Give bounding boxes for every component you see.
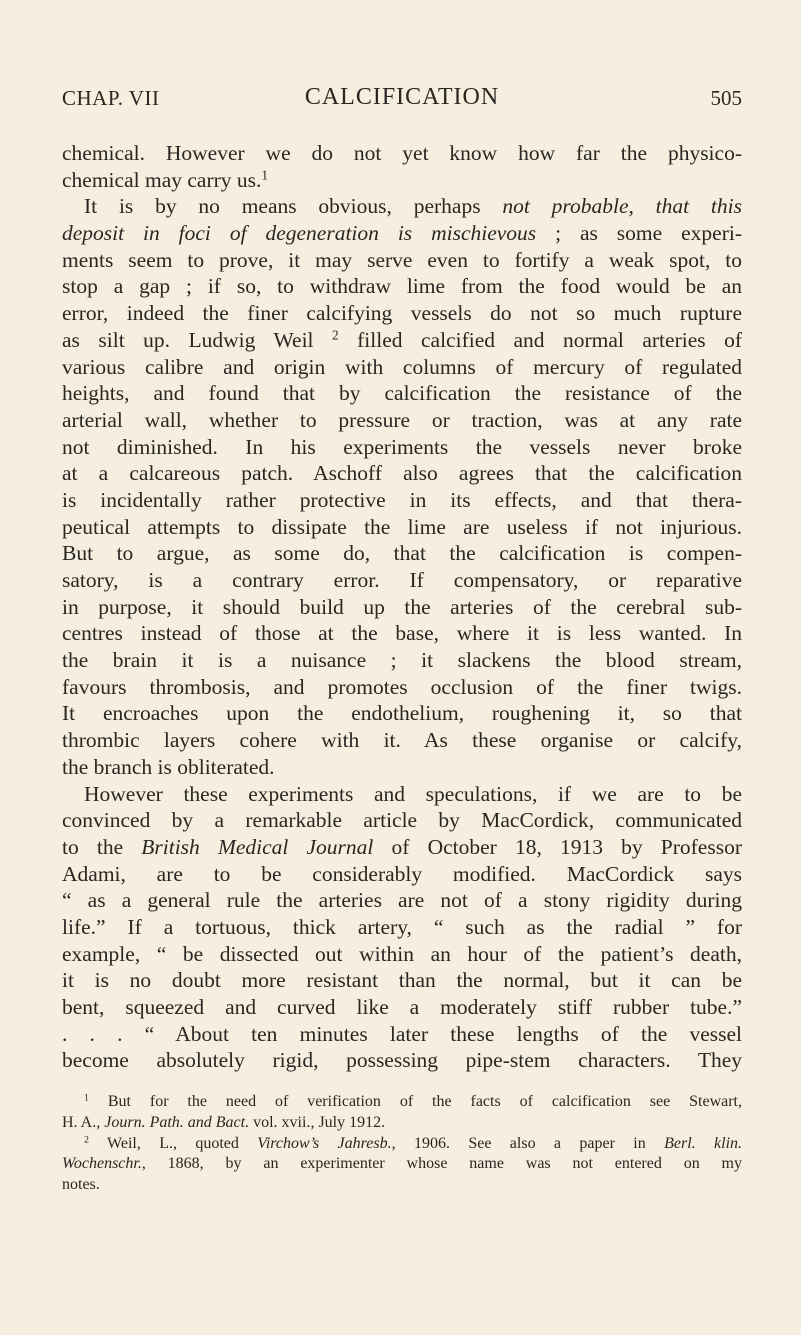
- italic-text: Berl. klin.: [664, 1134, 743, 1152]
- text-line: [62, 220, 742, 247]
- text-line: [62, 300, 742, 327]
- text-run: “ as a general rule the arteries are not of a stony rigidity during: [62, 888, 742, 913]
- text-line: [62, 967, 742, 994]
- text-run: heights, and found that by calcification the resistance of the: [62, 381, 742, 406]
- text-line: [62, 1021, 742, 1048]
- running-header: [62, 84, 742, 114]
- text-line: [62, 487, 742, 514]
- text-line: [62, 914, 742, 941]
- text-run: life.” If a tortuous, thick artery, “ such as the radial ” for: [62, 914, 742, 939]
- text-line: [62, 700, 742, 727]
- page-number: 505: [710, 86, 742, 110]
- page-title: CALCIFICATION: [304, 84, 500, 110]
- text-run: It is by no means obvious, perhaps: [84, 194, 503, 219]
- text-run: example, “ be dissected out within an hour of the patient’s death,: [62, 941, 742, 966]
- text-run: satory, is a contrary error. If compensatory, or reparative: [62, 568, 742, 592]
- chapter-label: CHAP. VII: [62, 86, 160, 110]
- text-run: in purpose, it should build up the arteries of the cerebral sub-: [62, 594, 742, 619]
- text-line: [62, 647, 742, 674]
- text-line: [62, 540, 742, 567]
- text-line: [62, 1047, 742, 1074]
- text-line: [62, 781, 742, 808]
- text-run: It encroaches upon the endothelium, roughening it, so that: [62, 701, 742, 726]
- text-line: [62, 247, 742, 274]
- footnote-line: [62, 1092, 742, 1113]
- text-run: vol. xvii., July 1912.: [249, 1113, 386, 1131]
- text-line: [62, 754, 742, 781]
- footnote-marker: 1: [261, 167, 269, 183]
- footnote-line: [62, 1175, 742, 1196]
- footnotes: [62, 1092, 742, 1196]
- text-line: [62, 887, 742, 914]
- text-line: [62, 994, 742, 1021]
- text-run: bent, squeezed and curved like a moderately stiff rubber tube.”: [62, 995, 742, 1019]
- text-run: it is no doubt more resistant than the normal, but it can be: [62, 968, 742, 993]
- text-line: [62, 807, 742, 834]
- text-run: the branch is obliterated.: [62, 754, 275, 779]
- text-run: chemical may carry us.: [62, 167, 262, 192]
- text-run: thrombic layers cohere with it. As these organise or calcify,: [62, 728, 742, 753]
- italic-text: Virchow’s Jahresb.: [257, 1134, 392, 1152]
- italic-text: Journ. Path. and Bact.: [104, 1113, 250, 1131]
- text-run: Adami, are to be considerably modified. MacCordick says: [62, 861, 742, 886]
- text-line: [62, 380, 742, 407]
- text-run: arterial wall, whether to pressure or traction, was at any rate: [62, 407, 742, 432]
- footnote-marker: 1: [84, 1092, 89, 1104]
- text-line: [62, 620, 742, 647]
- text-run: chemical. However we do not yet know how far the physico-: [62, 141, 742, 165]
- text-line: [62, 861, 742, 888]
- text-line: [62, 140, 742, 167]
- text-line: [62, 674, 742, 701]
- footnote-marker: 2: [332, 327, 339, 343]
- footnote-line: [62, 1154, 742, 1175]
- text-run: the brain it is a nuisance ; it slackens the blood stream,: [62, 648, 742, 673]
- text-run: peutical attempts to dissipate the lime are useless if not injurious.: [62, 514, 742, 539]
- text-line: [62, 567, 742, 594]
- footnote-marker: 2: [84, 1134, 89, 1146]
- text-run: is incidentally rather protective in its effects, and that thera-: [62, 487, 742, 512]
- text-run: various calibre and origin with columns of mercury of regulated: [62, 354, 742, 379]
- text-run: at a calcareous patch. Aschoff also agrees that the calcification: [62, 461, 742, 486]
- italic-text: not probable, that this: [502, 194, 742, 219]
- text-run: , 1868, by an experimenter whose name was not entered on my: [141, 1155, 742, 1173]
- italic-text: deposit in foci of degeneration is mischievous: [62, 221, 537, 246]
- body-text: [62, 140, 742, 1074]
- text-line: [62, 941, 742, 968]
- text-run: centres instead of those at the base, where it is less wanted. In: [62, 621, 742, 646]
- text-line: [62, 273, 742, 300]
- text-run: ; as some experi-: [536, 221, 742, 246]
- text-run: of October 18, 1913 by Professor: [373, 834, 742, 859]
- text-run: But to argue, as some do, that the calcification is compen-: [62, 541, 742, 566]
- text-run: notes.: [62, 1176, 100, 1194]
- text-run: However these experiments and speculations, if we are to be: [84, 781, 742, 806]
- text-line: [62, 460, 742, 487]
- text-line: [62, 434, 742, 461]
- italic-text: British Medical Journal: [141, 834, 374, 859]
- text-line: [62, 834, 742, 861]
- text-run: stop a gap ; if so, to withdraw lime from the food would be an: [62, 274, 742, 299]
- text-line: [62, 514, 742, 541]
- text-line: [62, 167, 742, 194]
- text-run: not diminished. In his experiments the vessels never broke: [62, 434, 742, 459]
- text-run: ments seem to prove, it may serve even to fortify a weak spot, to: [62, 247, 742, 272]
- text-line: [62, 193, 742, 220]
- text-run: convinced by a remarkable article by MacCordick, communicated: [62, 808, 742, 833]
- text-line: [62, 407, 742, 434]
- footnote-line: [62, 1134, 742, 1155]
- text-run: as silt up. Ludwig Weil: [62, 327, 332, 352]
- text-run: . . . “ About ten minutes later these lengths of the vessel: [62, 1021, 742, 1046]
- italic-text: Wochenschr.: [62, 1155, 142, 1173]
- text-run: , 1906. See also a paper in: [391, 1134, 665, 1152]
- text-run: But for the need of verification of the facts of calcification see Stewart,: [88, 1093, 742, 1110]
- text-line: [62, 727, 742, 754]
- text-line: [62, 354, 742, 381]
- text-run: to the: [62, 834, 142, 859]
- text-line: [62, 594, 742, 621]
- text-run: error, indeed the finer calcifying vessels do not so much rupture: [62, 301, 742, 326]
- text-line: [62, 327, 742, 354]
- text-run: become absolutely rigid, possessing pipe-stem characters. They: [62, 1048, 742, 1073]
- text-run: Weil, L., quoted: [88, 1134, 258, 1152]
- text-run: favours thrombosis, and promotes occlusion of the finer twigs.: [62, 674, 742, 699]
- footnote-line: [62, 1113, 742, 1134]
- text-run: filled calcified and normal arteries of: [338, 327, 742, 352]
- text-run: H. A.,: [62, 1113, 105, 1131]
